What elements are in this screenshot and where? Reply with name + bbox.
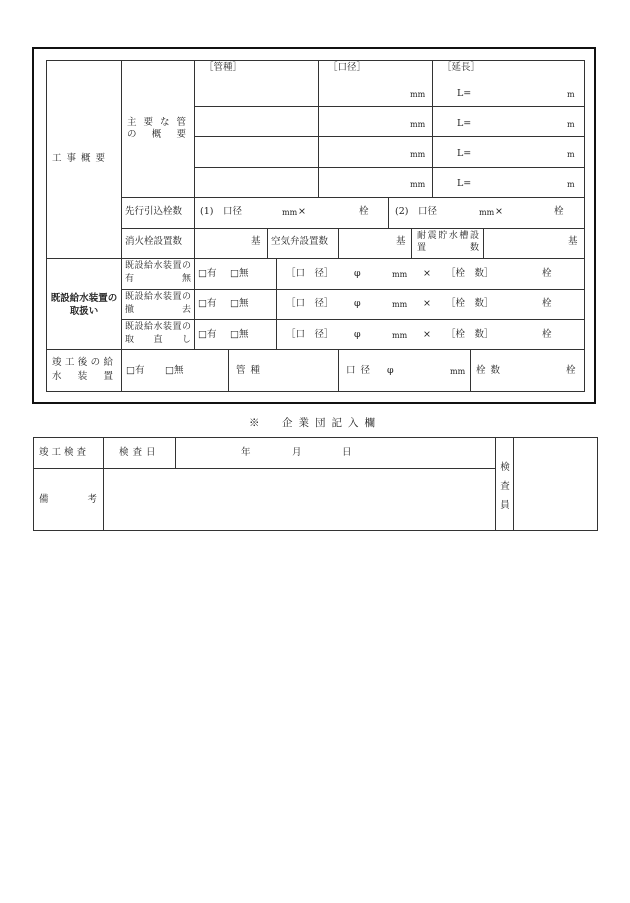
no-checkbox[interactable]: □無 (230, 298, 249, 309)
unit-ki: 基 (396, 236, 406, 247)
company-caption: ※ 企業団記入欄 (249, 417, 381, 429)
count-label: ［栓 数］ (446, 268, 494, 279)
unit-tap: 栓 (554, 206, 564, 217)
times: × (423, 268, 431, 279)
unit-tap: 栓 (566, 365, 576, 376)
no-checkbox[interactable]: □無 (165, 365, 184, 376)
month-label: 月 (292, 447, 302, 458)
grid-line (194, 106, 585, 107)
grid-line (121, 228, 585, 229)
unit-tap: 栓 (359, 206, 369, 217)
inspector-label: 検査員 (500, 462, 510, 511)
tap-count-label: 栓数 (476, 365, 506, 376)
diameter-label: ［口 径］ (286, 298, 334, 309)
grid-line (267, 228, 268, 258)
grid-line (121, 349, 122, 391)
length-label: L= (457, 148, 472, 159)
grid-line (513, 437, 514, 531)
grid-line (46, 60, 47, 391)
grid-line (432, 60, 433, 197)
unit-tap: 栓 (542, 268, 552, 279)
unit-mm: mm (479, 208, 495, 217)
unit-mm: mm (392, 270, 408, 279)
unit-tap: 栓 (542, 329, 552, 340)
advance-2: (2) 口径 (395, 206, 437, 217)
grid-line (121, 289, 585, 290)
grid-line (194, 60, 195, 197)
col-pipe-type: ［管種］ (204, 62, 243, 73)
upper-form-frame (32, 47, 596, 404)
grid-line (483, 228, 484, 258)
grid-line (46, 60, 585, 61)
unit-ki: 基 (568, 236, 578, 247)
unit-mm: mm (450, 367, 466, 376)
times: × (298, 206, 306, 217)
grid-line (121, 319, 585, 320)
grid-line (121, 197, 585, 198)
unit-mm: mm (410, 150, 426, 159)
grid-line (194, 136, 585, 137)
unit-ki: 基 (251, 236, 261, 247)
phi: φ (354, 329, 361, 340)
col-extension: ［延長］ (442, 62, 481, 73)
diameter-label: ［口 径］ (286, 268, 334, 279)
year-label: 年 (241, 447, 251, 458)
advance-1: (1) 口径 (200, 206, 242, 217)
grid-line (194, 197, 195, 228)
unit-mm: mm (392, 300, 408, 309)
unit-m: m (567, 90, 575, 99)
after-completion-header: 竣工後の給水装置 (52, 357, 116, 382)
phi: φ (354, 298, 361, 309)
length-label: L= (457, 88, 472, 99)
existing-header: 既設給水装置の取扱い (50, 293, 118, 317)
main-pipe-label: 主要な管の概要 (127, 117, 189, 140)
grid-line (103, 437, 104, 531)
count-label: ［栓 数］ (446, 298, 494, 309)
yes-checkbox[interactable]: □有 (198, 329, 217, 340)
grid-line (46, 258, 585, 259)
tank-label: 耐震貯水槽設置数 (417, 231, 479, 253)
col-diameter: ［口径］ (328, 62, 367, 73)
length-label: L= (457, 178, 472, 189)
grid-line (338, 228, 339, 258)
grid-line (46, 391, 585, 392)
existing-row-label: 既設給水装置の有無 (125, 261, 191, 284)
grid-line (338, 349, 339, 391)
no-checkbox[interactable]: □無 (230, 268, 249, 279)
grid-line (194, 167, 585, 168)
grid-line (194, 228, 195, 258)
remarks-label: 備考 (39, 494, 97, 505)
grid-line (276, 258, 277, 349)
diameter-label: ［口 径］ (286, 329, 334, 340)
unit-m: m (567, 120, 575, 129)
unit-m: m (567, 180, 575, 189)
grid-line (121, 60, 122, 349)
grid-line (228, 349, 229, 391)
times: × (495, 206, 503, 217)
phi: φ (354, 268, 361, 279)
unit-mm: mm (410, 180, 426, 189)
yes-checkbox[interactable]: □有 (198, 298, 217, 309)
unit-mm: mm (392, 331, 408, 340)
grid-line (597, 437, 598, 531)
existing-row-label: 既設給水装置の撤去 (125, 292, 191, 315)
length-label: L= (457, 118, 472, 129)
times: × (423, 298, 431, 309)
grid-line (495, 437, 496, 531)
grid-line (46, 349, 585, 350)
air-valve-label: 空気弁設置数 (271, 236, 329, 247)
grid-line (388, 197, 389, 228)
grid-line (411, 228, 412, 258)
unit-mm: mm (410, 120, 426, 129)
diameter-label: 口径 (346, 365, 376, 376)
unit-mm: mm (410, 90, 426, 99)
yes-checkbox[interactable]: □有 (126, 365, 145, 376)
unit-m: m (567, 150, 575, 159)
unit-mm: mm (282, 208, 298, 217)
yes-checkbox[interactable]: □有 (198, 268, 217, 279)
day-label: 日 (342, 447, 352, 458)
construction-summary-header: 工事概要 (52, 153, 111, 164)
phi: φ (387, 365, 394, 376)
grid-line (33, 437, 34, 531)
grid-line (175, 437, 176, 468)
grid-line (584, 60, 585, 391)
grid-line (318, 60, 319, 197)
hydrant-label: 消火栓設置数 (125, 236, 183, 247)
count-label: ［栓 数］ (446, 329, 494, 340)
grid-line (470, 349, 471, 391)
completion-inspection-label: 竣工検査 (39, 447, 90, 458)
times: × (423, 329, 431, 340)
no-checkbox[interactable]: □無 (230, 329, 249, 340)
grid-line (194, 258, 195, 349)
inspection-date-label: 検査日 (119, 447, 160, 458)
pipe-type-label: 管種 (236, 365, 266, 376)
advance-label: 先行引込栓数 (125, 206, 183, 217)
unit-tap: 栓 (542, 298, 552, 309)
existing-row-label: 既設給水装置の取直し (125, 322, 191, 345)
